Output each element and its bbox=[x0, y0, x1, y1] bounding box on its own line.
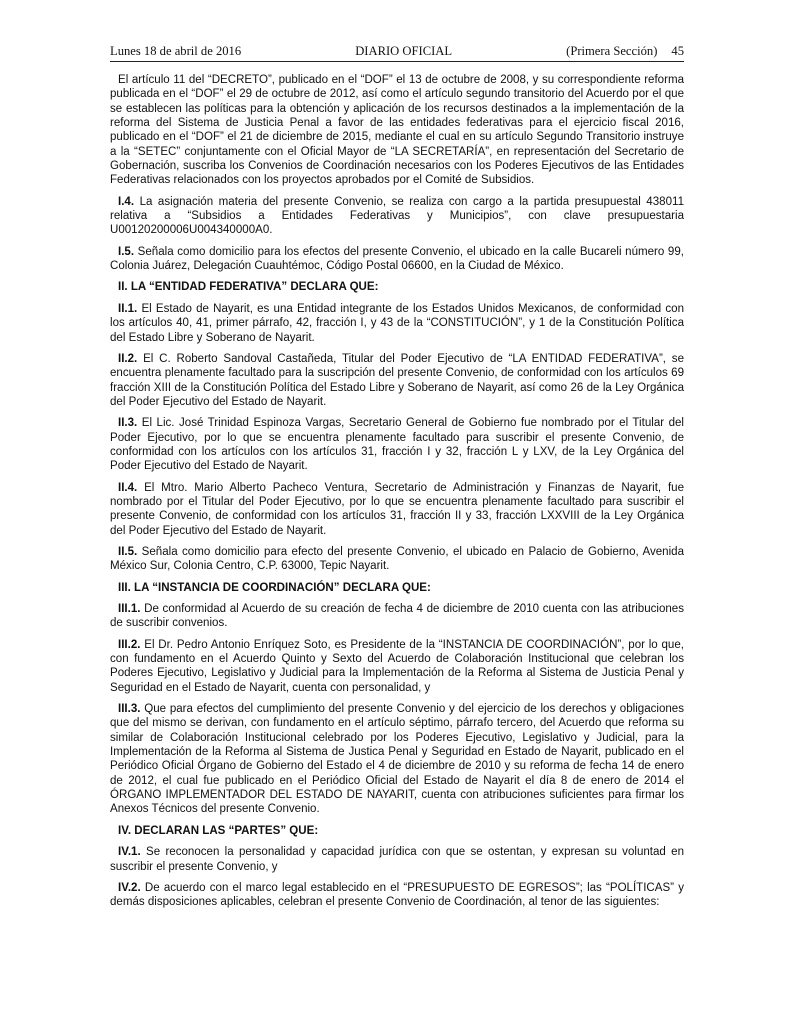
paragraph-number: III.1. bbox=[118, 603, 141, 615]
header-title: DIARIO OFICIAL bbox=[355, 44, 453, 58]
paragraph bbox=[110, 545, 684, 574]
section-heading bbox=[110, 824, 684, 838]
paragraph-number: II.4. bbox=[118, 481, 138, 494]
paragraph-number: IV.1. bbox=[118, 846, 141, 859]
paragraph bbox=[110, 73, 684, 188]
paragraph-text: El C. Roberto Sandoval Castañeda, Titular del Poder Ejecutivo de “LA ENTIDAD FEDERATIVA”, se encuentra plenamente facultado para la suscripción del presente Convenio, de conformidad con los artículos 69 fracción XIII de la Constitución Política del Estado Libre y Soberano de Nayarit, así como 26 de la Ley Orgánica del Poder Ejecutivo del Estado de Nayarit. bbox=[110, 352, 684, 408]
header-right bbox=[566, 44, 684, 59]
paragraph bbox=[110, 302, 684, 345]
document-page bbox=[110, 44, 684, 917]
paragraph bbox=[110, 481, 684, 538]
paragraph-text: El Mtro. Mario Alberto Pacheco Ventura, Secretario de Administración y Finanzas de Nayarit, fue nombrado por el Titular del Poder Ejecutivo, por lo que se encuentra plenamente facultado para suscribir el presente Convenio, de conformidad con los artículos 31, fracción II y 33, fracción LXXVIII de la Ley Orgánica del Poder Ejecutivo del Estado de Nayarit. bbox=[110, 481, 684, 537]
paragraph-text: Señala como domicilio para los efectos del presente Convenio, el ubicado en la calle Bucareli número 99, Colonia Juárez, Delegación Cuauhtémoc, Código Postal 06600, en la Ciudad de México. bbox=[110, 245, 684, 273]
paragraph bbox=[110, 195, 684, 238]
section-heading bbox=[110, 581, 684, 595]
paragraph-number: I.4. bbox=[118, 195, 135, 208]
document-body bbox=[110, 73, 684, 910]
paragraph-text: El Estado de Nayarit, es una Entidad integrante de los Estados Unidos Mexicanos, de conformidad con los artículos 40, 41, primer párrafo, 42, fracción I, y 43 de la “CONSTITUCIÓN”, y 1 de la Constitución Política del Estado Libre y Soberano de Nayarit. bbox=[110, 302, 684, 344]
paragraph-number: III.3. bbox=[118, 703, 141, 716]
paragraph-text: Se reconocen la personalidad y capacidad jurídica con que se ostentan, y expresan su voluntad en suscribir el presente Convenio, y bbox=[110, 846, 684, 873]
paragraph-number: II.5. bbox=[118, 545, 138, 558]
heading-text: II. LA “ENTIDAD FEDERATIVA” DECLARA QUE: bbox=[118, 281, 379, 294]
paragraph-text: La asignación materia del presente Convenio, se realiza con cargo a la partida presupuestal 438011 relativa a “Subsidios a Entidades Federativas y Municipios”, con clave presupuestaria U00120200006U004340000A0. bbox=[110, 195, 684, 237]
page-header bbox=[110, 44, 684, 62]
paragraph-number: III.2. bbox=[118, 638, 141, 651]
paragraph-text: El Lic. José Trinidad Espinoza Vargas, Secretario General de Gobierno fue nombrado por el Titular del Poder Ejecutivo, por lo que se encuentra plenamente facultado para suscribir el presente Convenio, de conformidad con los artículos con los artículos 31, fracción I y 32, fracción L y LXV, de la Ley Orgánica del Poder Ejecutivo del Estado de Nayarit. bbox=[110, 417, 684, 473]
paragraph bbox=[110, 352, 684, 409]
header-section: (Primera Sección) bbox=[566, 44, 658, 58]
paragraph-text: Que para efectos del cumplimiento del presente Convenio y del ejercicio de los derechos y obligaciones que del mismo se derivan, con fundamento en el artículo séptimo, párrafo tercero, del Acuerdo que reforma su similar de Colaboración Institucional celebrado por los Poderes Ejecutivo, Legislativo y Judicial, para la Implementación de la Reforma al Sistema de Justica Penal y Seguridad en Estado de Nayarit, publicado en el Periódico Oficial Órgano de Gobierno del Estado el 4 de diciembre de 2010 y su reforma de fecha 14 de enero de 2012, el cual fue publicado en el Periódico Oficial del Estado de Nayarit el día 8 de enero de 2014 el ÓRGANO IMPLEMENTADOR DEL ESTADO DE NAYARIT, cuenta con atribuciones suficientes para firmar los Anexos Técnicos del presente Convenio. bbox=[110, 703, 684, 816]
section-heading bbox=[110, 280, 684, 294]
paragraph-text: De acuerdo con el marco legal establecido en el “PRESUPUESTO DE EGRESOS”; las “POLÍTICAS” y demás disposiciones aplicables, celebran el presente Convenio de Coordinación, al tenor de las siguientes: bbox=[110, 881, 684, 909]
paragraph-number: I.5. bbox=[118, 245, 135, 258]
paragraph-number: II.3. bbox=[118, 417, 138, 430]
heading-text: IV. DECLARAN LAS “PARTES” QUE: bbox=[118, 824, 319, 837]
paragraph bbox=[110, 602, 684, 631]
paragraph-text: El Dr. Pedro Antonio Enríquez Soto, es Presidente de la “INSTANCIA DE COORDINACIÓN”, por lo que, con fundamento en el Acuerdo Quinto y Sexto del Acuerdo de Colaboración Institucional que celebran los Poderes Ejecutivo, Legislativo y Judicial para la Implementación de la Reforma al Sistema de Justicia Penal y Seguridad en el Estado de Nayarit, cuenta con personalidad, y bbox=[110, 638, 684, 694]
paragraph bbox=[110, 416, 684, 473]
paragraph bbox=[110, 638, 684, 695]
header-date: Lunes 18 de abril de 2016 bbox=[110, 44, 242, 58]
paragraph-number: II.1. bbox=[118, 302, 138, 315]
paragraph-text: De conformidad al Acuerdo de su creación de fecha 4 de diciembre de 2010 cuenta con las atribuciones de suscribir convenios. bbox=[110, 603, 684, 630]
paragraph bbox=[110, 881, 684, 910]
paragraph bbox=[110, 845, 684, 874]
paragraph bbox=[110, 702, 684, 817]
paragraph-text: Señala como domicilio para efecto del presente Convenio, el ubicado en Palacio de Gobierno, Avenida México Sur, Colonia Centro, C.P. 63000, Tepic Nayarit. bbox=[110, 545, 684, 573]
paragraph-text: El artículo 11 del “DECRETO”, publicado en el “DOF” el 13 de octubre de 2008, y su correspondiente reforma publicada en el “DOF” el 29 de octubre de 2012, así como el artículo segundo transitorio del Acuerdo por el que se establecen las políticas para la obtención y aplicación de los recursos destinados a la implementación de la reforma del Sistema de Justicia Penal a favor de las entidades federativas para el ejercicio fiscal 2016, publicado en el “DOF” el 21 de diciembre de 2015, mediante el cual en su artículo Segundo Transitorio instruye a la “SETEC” conjuntamente con el Oficial Mayor de “LA SECRETARÍA”, en representación del Secretario de Gobernación, suscriba los Convenios de Coordinación necesarios con los Poderes Ejecutivos de las Entidades Federativas relacionados con los proyectos aprobados por el Comité de Subsidios. bbox=[110, 74, 684, 187]
heading-text: III. LA “INSTANCIA DE COORDINACIÓN” DECLARA QUE: bbox=[118, 581, 431, 594]
header-page-number: 45 bbox=[671, 44, 684, 58]
paragraph bbox=[110, 245, 684, 274]
paragraph-number: II.2. bbox=[118, 352, 138, 365]
paragraph-number: IV.2. bbox=[118, 881, 141, 894]
